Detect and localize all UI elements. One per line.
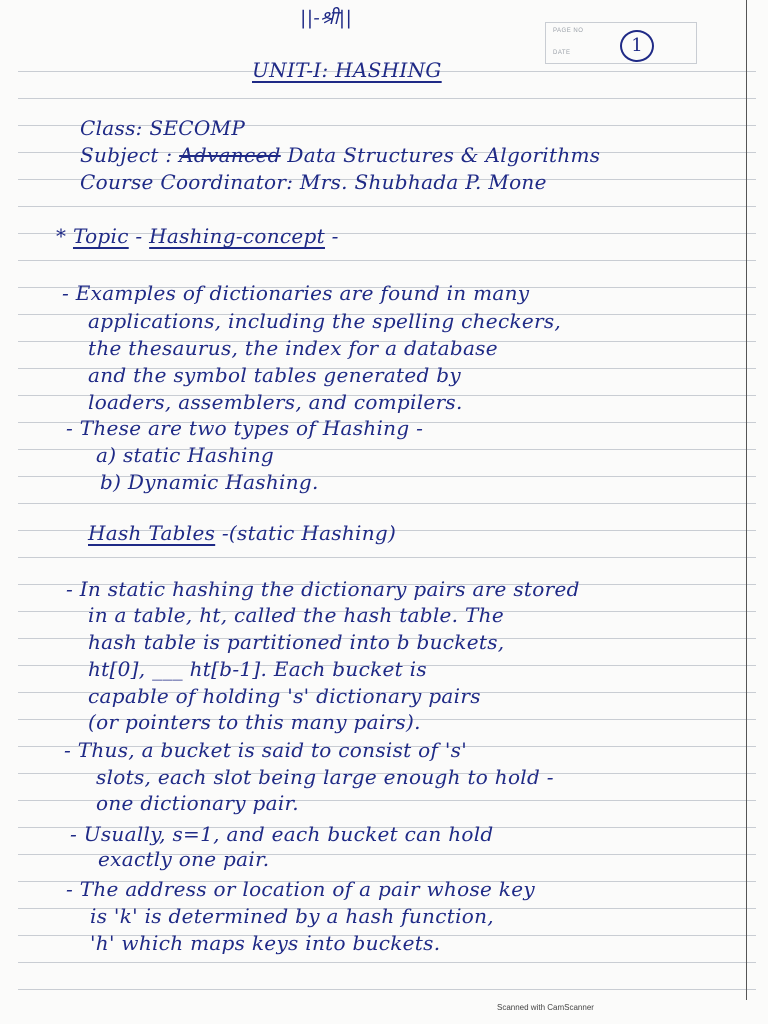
notes-line: - These are two types of Hashing - [66, 416, 424, 440]
notes-line: hash table is partitioned into b buckets, [88, 630, 505, 654]
notes-line: - In static hashing the dictionary pairs are stored [66, 577, 580, 601]
notes-line: the thesaurus, the index for a database [88, 336, 498, 360]
hash-tables-heading [88, 521, 396, 545]
notes-line: applications, including the spelling checkers, [88, 309, 562, 333]
subject-line [80, 143, 600, 167]
subject-struck-word: Advanced [179, 143, 281, 167]
ruled-line [18, 260, 756, 261]
notes-line: 'h' which maps keys into buckets. [90, 931, 441, 955]
page-no-label: PAGE NO [553, 28, 584, 34]
hash-tables-subtitle: -(static Hashing) [221, 521, 397, 545]
notes-line: b) Dynamic Hashing. [100, 470, 319, 494]
notes-line: - Examples of dictionaries are found in many [62, 281, 530, 305]
ruled-line [18, 503, 756, 504]
notes-line: and the symbol tables generated by [88, 363, 461, 387]
notes-line: loaders, assemblers, and compilers. [88, 390, 463, 414]
topic-dash: - [135, 224, 143, 248]
notes-line: - Usually, s=1, and each bucket can hold [70, 822, 494, 846]
date-label: DATE [553, 50, 571, 56]
page-title: UNIT-I: HASHING [252, 58, 442, 82]
ruled-line [18, 557, 756, 558]
notes-line: in a table, ht, called the hash table. The [88, 603, 504, 627]
topic-heading [56, 224, 339, 248]
notes-line: - Thus, a bucket is said to consist of 's' [64, 738, 468, 762]
class-line: Class: SECOMP [80, 116, 246, 140]
ruled-line [18, 98, 756, 99]
topic-title: Hashing-concept [149, 224, 325, 248]
ruled-line [18, 962, 756, 963]
notes-line: is 'k' is determined by a hash function, [90, 904, 494, 928]
subject-name: Data Structures & Algorithms [287, 143, 601, 167]
notes-line: exactly one pair. [98, 847, 270, 871]
ruled-line [18, 989, 756, 990]
notes-line: - The address or location of a pair whose key [66, 877, 535, 901]
scanner-footer: Scanned with CamScanner [497, 1003, 594, 1012]
hash-tables-label: Hash Tables [88, 521, 216, 545]
notes-line: capable of holding 's' dictionary pairs [88, 684, 481, 708]
notes-line: slots, each slot being large enough to hold - [96, 765, 554, 789]
topic-label: Topic [72, 224, 129, 248]
page-number-badge: 1 [620, 30, 654, 62]
header-mark: ||-श्री|| [300, 7, 353, 29]
ruled-line [18, 206, 756, 207]
subject-prefix: Subject : [80, 143, 173, 167]
topic-star: * [56, 224, 67, 248]
coordinator-line: Course Coordinator: Mrs. Shubhada P. Mone [80, 170, 547, 194]
notes-line: a) static Hashing [96, 443, 274, 467]
notes-line: ht[0], ___ ht[b-1]. Each bucket is [88, 657, 427, 681]
topic-trail: - [331, 224, 339, 248]
page-edge [746, 0, 747, 1000]
notes-line: (or pointers to this many pairs). [88, 710, 421, 734]
notes-line: one dictionary pair. [96, 791, 299, 815]
